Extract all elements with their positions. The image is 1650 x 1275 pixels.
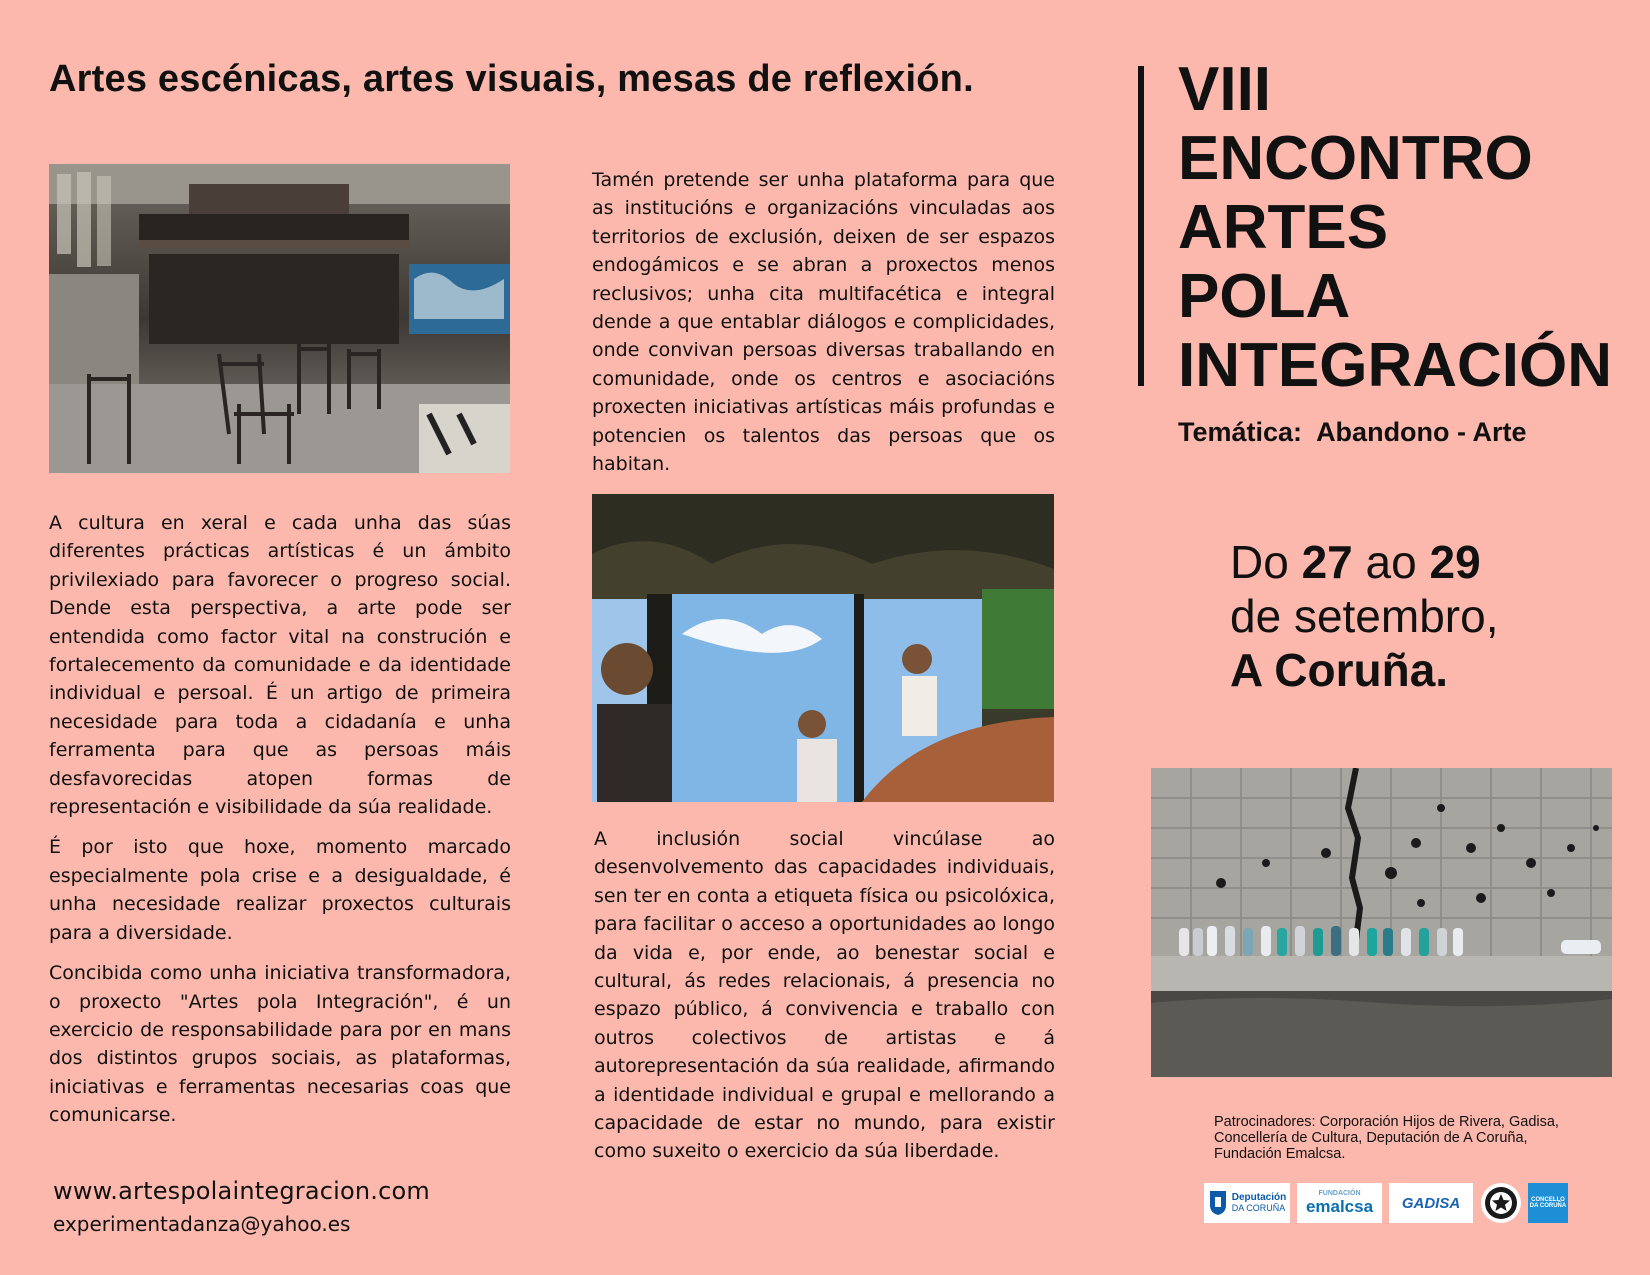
abandoned-hall-photo [49,164,510,473]
event-title [1178,55,1638,400]
coat-of-arms-icon [1208,1189,1228,1217]
emalcsa-main: emalcsa [1305,1197,1374,1216]
email-link[interactable]: experimentadanza@yahoo.es [53,1212,351,1236]
event-city: A Coruña. [1230,644,1449,696]
paragraph: A inclusión social vincúlase ao desenvolvemento das capacidades individuais, sen ter en conta a etiqueta física ou psicolóxica, para facilitar o acceso a oportunidades ao longo da vida e, por ende, ao benestar social e cultural, ás redes relacionais, á presencia no espazo público, á convivencia e traballo con outros colectivos de artistas e á autorepresentación da súa realidade, afirmando a identidade individual e grupal e mellorando a capacidade de estar no mundo, para existir como suxeito o exercicio da súa liberdade. [594,828,1055,1163]
website-link[interactable]: www.artespolaintegracion.com [53,1177,430,1205]
theme-label: Temática: [1178,417,1303,447]
gadisa-logo [1389,1183,1473,1223]
wall-shoes-photo [1151,768,1612,1077]
mirror-reflection-photo [592,494,1054,802]
dates-month: de setembro, [1230,590,1499,642]
theme-value: Abandono - Arte [1316,417,1527,447]
concello-line1: CONCELLO [1531,1197,1565,1203]
end-day: 29 [1429,536,1481,588]
hijos-de-rivera-logo [1481,1183,1521,1223]
deputacion-line2: DA CORUÑA [1231,1203,1286,1213]
start-day: 27 [1301,536,1353,588]
dates-prefix: Do [1230,536,1289,588]
paragraph: É por isto que hoxe, momento marcado especialmente pola crise e a desigualdade, é unha necesidade realizar proxectos culturais para a diversidade. [49,836,511,944]
dates-middle: ao [1365,536,1417,588]
title-line: POLA [1178,262,1351,331]
sponsors-text: Patrocinadores: Corporación Hijos de Rivera, Gadisa, Concellería de Cultura, Deputación de A Coruña, Fundación Emalcsa. [1214,1114,1559,1162]
deputacion-line1: Deputación [1231,1192,1287,1203]
title-line: ARTES [1178,193,1389,262]
title-divider-bar [1138,66,1144,386]
paragraph: A cultura en xeral e cada unha das súas diferentes prácticas artísticas é un ámbito privilexiado para favorecer o progreso social. Dende esta perspectiva, a arte pode ser entendida como factor vital na construción e fortalecemento da comunidade e da identidade individual e persoal. É un artigo de primeira necesidade para toda a cidadanía e unha ferramenta para que as persoas máis desfavorecidas atopen formas de representación e visibilidade da súa realidade. [49,512,511,819]
paragraph: Concibida como unha iniciativa transformadora, o proxecto "Artes pola Integración", é un exercicio de responsabilidade para por en mans dos distintos grupos sociais, as plataformas, iniciativas e ferramentas necesarias coas que comunicarse. [49,962,511,1127]
inclusion-text [594,825,1055,1178]
gadisa-label: GADISA [1401,1194,1461,1212]
emalcsa-top: FUNDACIÓN [1318,1190,1361,1197]
concello-logo [1528,1183,1568,1223]
theme-line [1178,417,1527,448]
event-dates [1230,535,1630,697]
platform-text [592,166,1055,490]
deputacion-logo [1204,1183,1290,1223]
intro-text-column [49,509,511,1142]
title-line: VIII [1178,55,1272,124]
title-line: ENCONTRO [1178,124,1533,193]
emalcsa-logo [1297,1183,1382,1223]
star-seal-icon [1484,1186,1518,1220]
paragraph: Tamén pretende ser unha plataforma para que as institucións e organizacións vinculadas aos territorios de exclusión, deixen de ser espazos endogámicos e se abran a proxectos menos reclusivos; unha cita multifacética e integral dende a que entablar diálogos e complicidades, onde convivan persoas diversas traballando en comunidade, onde os centros e asociacións proxecten iniciativas artísticas máis profundas e potencien os talentos das persoas que os habitan. [592,169,1055,476]
title-line: INTEGRACIÓN [1178,331,1612,400]
headline: Artes escénicas, artes visuais, mesas de reflexión. [49,58,974,100]
concello-line2: DA CORUÑA [1529,1203,1567,1209]
